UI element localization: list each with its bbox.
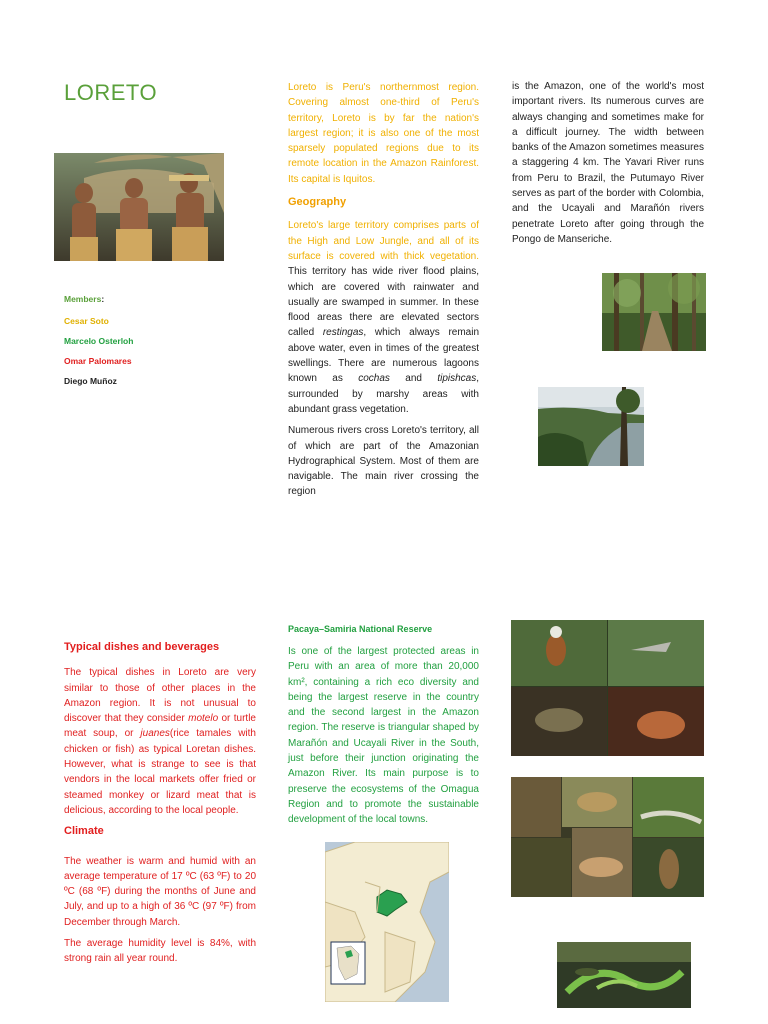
reserve-paragraph: Is one of the largest protected areas in Peru with an area of more than 20,000 km², containing a rich eco diversity and being the largest reserve in the country and the second largest in the Amazon region. The reserve is triangular shaped by Marañón and Ucayali River in the South, just before their junction originating the Amazon River. Its main purpose is to preserve the ecosystems of the Omagua Region and to promote the sustainable development of the local towns.: [288, 646, 479, 826]
dishes-paragraph: The typical dishes in Loreto are very similar to those of other places in the Amazon region. It is not unusual to discover that they consider motelo or turtle meat soup, or juanes(rice tamales with chicken or fish) as typical Loretan dishes. However, what is strange to see is that vendors in the local markets offer fried or steamed monkey or lizard meat that is delicious, according to the local people.: [64, 667, 256, 816]
member-name: Diego Muñoz: [64, 376, 117, 386]
page-title: LORETO: [64, 80, 158, 105]
jungle-trail-photo: [602, 273, 706, 351]
geography-paragraph-2: Numerous rivers cross Loreto's territory, all of which are part of the Amazonian Hydrographical System. Most of them are navigable. The main river crossing the region: [288, 425, 479, 498]
geography-paragraph-1: Loreto's large territory comprises parts of the High and Low Jungle, and all of its surface is covered with thick vegetation. This territory has wide river flood plains, which are covered with rainwater and usually are swamped in summer. In these flood areas there are elevated sectors called restingas, which always remain above water, even in times of the greatest swellings. There are numerous lagoons known as cochas and tipishcas, surrounded by marshy areas with abundant grass vegetation.: [288, 220, 480, 415]
dishes-climate-column: [64, 640, 256, 973]
members-label: Members:: [64, 294, 105, 304]
member-name: Marcelo Osterloh: [64, 336, 134, 346]
climate-heading: Climate: [64, 825, 104, 838]
member-name: Omar Palomares: [64, 356, 132, 366]
dishes-heading: Typical dishes and beverages: [64, 641, 220, 653]
green-snake-photo: [557, 942, 691, 1008]
reserve-heading: Pacaya–Samiria National Reserve: [288, 624, 433, 634]
wildlife-collage-photo: [511, 620, 704, 756]
geography-paragraph-3: is the Amazon, one of the world's most important rivers. Its numerous curves are always changing and sometimes make for a difficult journey. The width between banks of the Amazon sometimes measures a staggering 4 km. The Yavari River runs from Peru to Brazil, the Putumayo River serves as part of the border with Colombia, and the Ucayali and Marañón rivers penetrate Loreto after going through the Pongo de Manseriche.: [512, 81, 704, 245]
peru-location-map: [325, 842, 449, 1002]
intro-paragraph: Loreto is Peru's northernmost region. Covering almost one-third of Peru's territory, Loreto is by far the nation's largest region; it is also one of the most sparsely populated regions due to its remote location in the Amazon Rainforest. Its capital is Iquitos.: [288, 82, 479, 185]
animals-collage-photo: [511, 777, 704, 897]
intro-column: [288, 80, 479, 506]
geography-heading: Geography: [288, 196, 347, 209]
member-name: Cesar Soto: [64, 316, 109, 326]
indigenous-people-photo: [54, 153, 224, 261]
climate-paragraph-1: The weather is warm and humid with an average temperature of 17 ºC (63 ºF) to 20 ºC (68 ºF) during the months of June and July, and up to a high of 36 ºC (97 ºF) from December through March.: [64, 855, 256, 928]
amazon-river-photo: [538, 387, 644, 466]
climate-paragraph-2: The average humidity level is 84%, with strong rain all year round.: [64, 938, 256, 965]
